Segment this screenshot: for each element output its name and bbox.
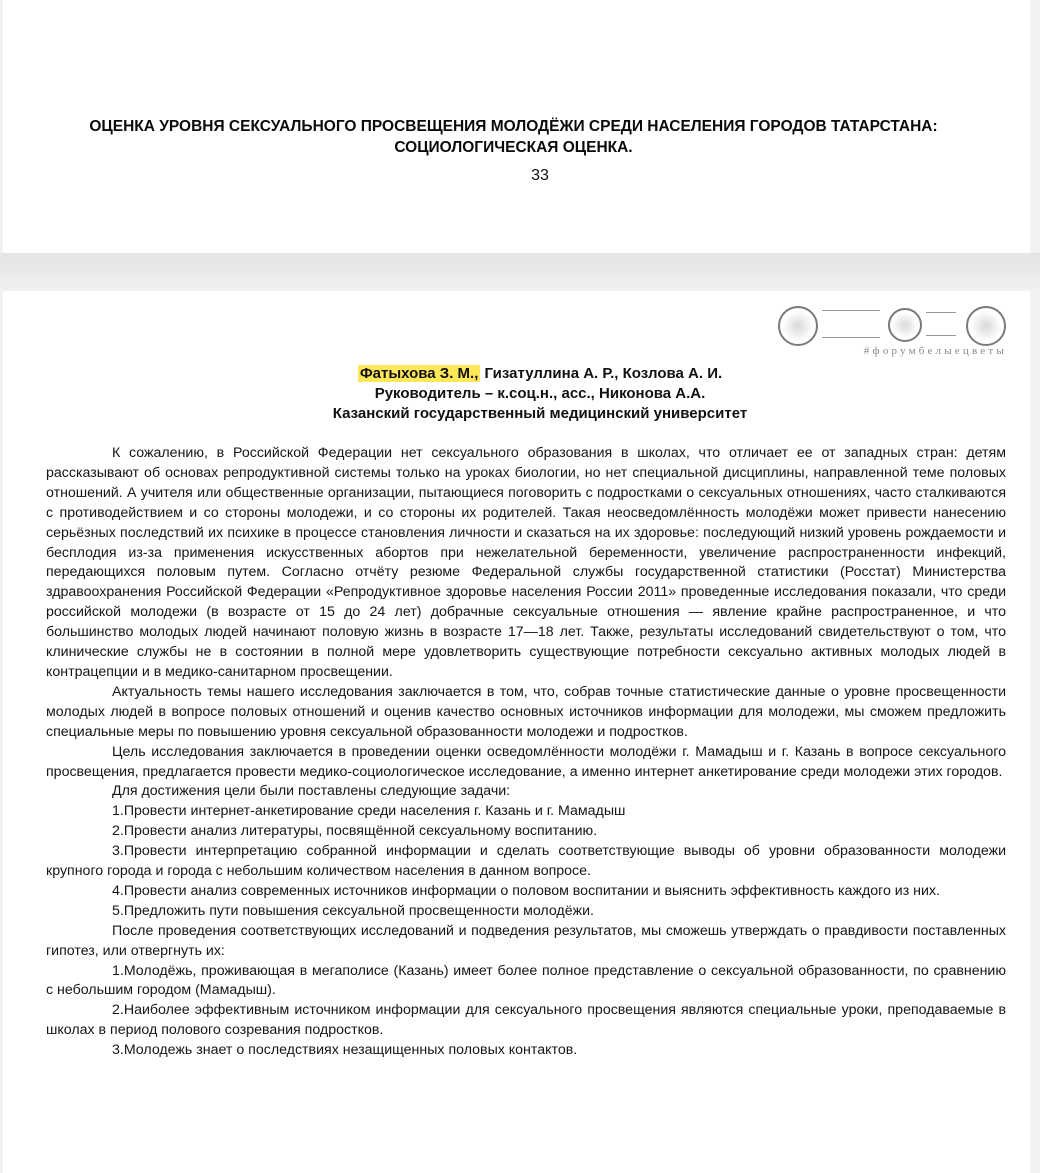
article-header [0,364,1040,424]
task-item-5: 5.Предложить пути повышения сексуальной просвещенности молодёжи. [112,902,594,919]
paragraph-relevance: Актуальность темы нашего исследования заключается в том, что, собрав точные статистические данные о уровне просвещенности молодых людей в вопросе половых отношений и оценив качество основных источников информации для молодежи, мы сможем предложить специальные меры по повышению уровня сексуальной образованности молодежи и подростков. [46,683,1006,740]
forum-hashtag: #форумбелыецветы [863,345,1007,357]
authors-line [0,364,1040,384]
student-society-emblem-icon [822,310,880,338]
article-body [46,444,1006,1061]
page-number: 33 [531,167,549,184]
institution-line: Казанский государственный медицинский университет [332,405,748,422]
highlighted-author: Фатыхова З. М., [359,365,479,382]
task-item-1: 1.Провести интернет-анкетирование среди населения г. Казань и г. Мамадыш [112,803,626,820]
co-authors: Гизатуллина А. Р., Козлова А. И. [480,365,723,382]
council-emblem-text [926,312,956,336]
hypothesis-item-3: 3.Молодежь знает о последствиях незащищенных половых контактов. [112,1042,578,1059]
university-seal-icon [778,306,818,346]
hypothesis-item-1: 1.Молодёжь, проживающая в мегаполисе (Казань) имеет более полное представление о сексуальной образованности, по сравнению с небольшим городом (Мамадыш). [46,962,1006,999]
council-emblem-icon [888,308,922,342]
university-seal-icon [966,306,1006,346]
paragraph-hypotheses-intro: После проведения соответствующих исследований и подведения результатов, мы сможешь утверждать о правдивости поставленных гипотез, или отвергнуть их: [46,922,1006,959]
supervisor-line: Руководитель – к.соц.н., асс., Никонова А.А. [374,385,706,402]
task-item-2: 2.Провести анализ литературы, посвящённой сексуальному воспитанию. [112,823,598,840]
article-title-line-2: СОЦИОЛОГИЧЕСКАЯ ОЦЕНКА. [394,139,633,156]
task-item-4: 4.Провести анализ современных источников информации о половом воспитании и выяснить эффективность каждого из них. [112,882,940,899]
article-title-line-1: ОЦЕНКА УРОВНЯ СЕКСУАЛЬНОГО ПРОСВЕЩЕНИЯ МОЛОДЁЖИ СРЕДИ НАСЕЛЕНИЯ ГОРОДОВ ТАТАРСТАНА: [89,118,938,135]
paragraph-tasks-intro: Для достижения цели были поставлены следующие задачи: [112,783,511,800]
paragraph-goal: Цель исследования заключается в проведении оценки осведомлённости молодёжи г. Мамадыш и г. Казань в вопросе сексуального просвещения, предлагается провести медико-социологическое исследование, а именно интернет анкетирование среди молодежи этих городов. [46,743,1006,780]
page-gap [0,253,1040,289]
hypothesis-item-2: 2.Наиболее эффективным источником информации для сексуального просвещения являются специальные уроки, преподаваемые в школах в период полового созревания подростков. [46,1002,1006,1039]
article-title [0,116,1027,158]
paragraph-intro: К сожалению, в Российской Федерации нет сексуального образования в школах, что отличает ее от западных стран: детям рассказывают об основах репродуктивной системы только на уроках биологии, но нет специальной дисциплины, направленной теме половых отношений. А учителя или общественные организации, пытающиеся поговорить с подростками о сексуальных отношениях, часто сталкиваются с противодействием и со стороны молодежи, и со стороны их родителей. Такая неосведомлённость молодёжи может привести нанесению серьёзных последствий их психике в процессе становления личности и сказаться на их здоровье: последующий низкий уровень рождаемости и бесплодия из-за применения искусственных абортов при нежелательной беременности, увеличение распространенности инфекций, передающихся половым путем. Согласно отчёту резюме Федеральной службы государственной статистики (Росстат) Министерства здравоохранения Российской Федерации «Репродуктивное здоровье населения России 2011» проведенные исследования показали, что среди российской молодежи (в возрасте от 15 до 24 лет) добрачные сексуальные отношения — явление крайне распространенное, и что большинство молодых людей начинают половую жизнь в возрасте 17—18 лет. Также, результаты исследований свидетельствуют о том, что клинические службы не в состоянии в полной мере удовлетворить существующие потребности сексуально активных молодых людей в контрацепции и в медико-санитарном просвещении. [46,445,1006,680]
task-item-3: 3.Провести интерпретацию собранной информации и сделать соответствующие выводы об уровни образованности молодежи крупного города и города с небольшим количеством населения в данном вопросе. [46,843,1006,880]
